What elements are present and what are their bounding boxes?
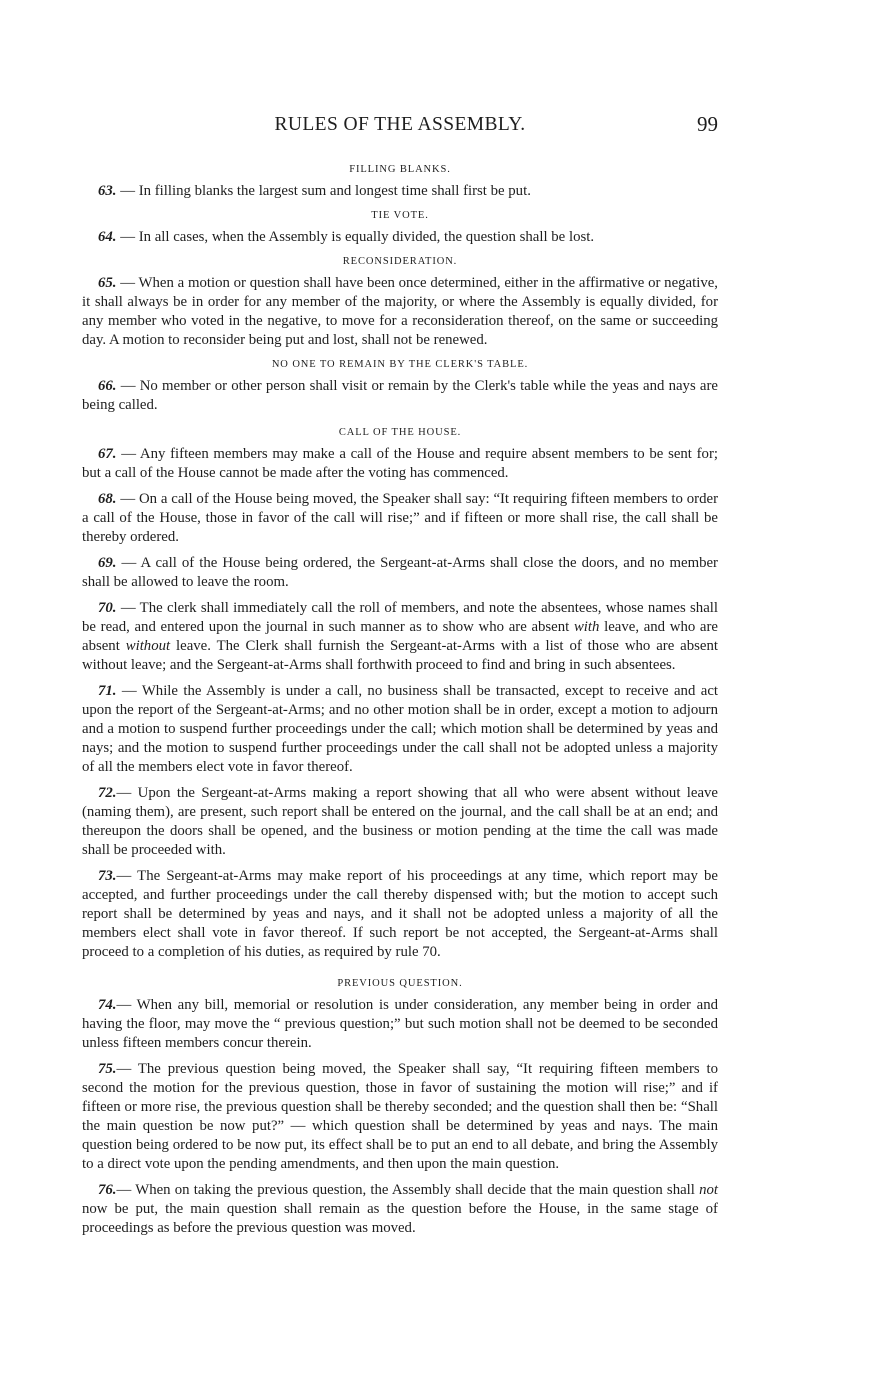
rule-number: 66. bbox=[98, 378, 117, 394]
rule-text: — In all cases, when the Assembly is equally divided, the question shall be lost. bbox=[116, 229, 595, 245]
rule-70 bbox=[82, 599, 718, 675]
rule-number: 76. bbox=[98, 1182, 117, 1198]
page-number: 99 bbox=[697, 112, 718, 136]
rule-text: now be put, the main question shall remain as the question before the House, in the same stage of proceedings as before the previous question was moved. bbox=[82, 1201, 718, 1236]
rule-text: leave. The Clerk shall furnish the Sergeant-at-Arms with a list of those who are absent without leave; and the Sergeant-at-Arms shall forthwith proceed to find and bring in such absentees. bbox=[82, 638, 718, 673]
running-title: RULES OF THE ASSEMBLY. bbox=[274, 114, 526, 135]
rule-text: — On a call of the House being moved, the Speaker shall say: “It requiring fifteen members to order a call of the House, those in favor of the call will rise;” and if fifteen or more shall rise, the call shall be thereby ordered. bbox=[82, 491, 718, 545]
rule-75 bbox=[82, 1060, 718, 1174]
rule-text: leave, and who are absent bbox=[82, 619, 718, 654]
rule-text: — In filling blanks the largest sum and longest time shall first be put. bbox=[116, 183, 531, 199]
rule-text: — The clerk shall immediately call the roll of members, and note the absentees, whose names shall be read, and entered upon the journal in such manner as to show who are absent bbox=[82, 600, 718, 635]
rule-number: 73. bbox=[98, 868, 117, 884]
rule-text: — While the Assembly is under a call, no business shall be transacted, except to receive and act upon the report of the Sergeant-at-Arms; and no other motion shall be in order, except a motion to adjourn and a motion to suspend further proceedings under the call; which motion shall be determined by yeas and nays; and the motion to suspend further proceedings under the call shall not be adopted unless a majority of all the members elect vote in favor thereof. bbox=[82, 683, 718, 775]
rule-number: 68. bbox=[98, 491, 117, 507]
rule-73 bbox=[82, 867, 718, 962]
section-heading-previous-question: PREVIOUS QUESTION. bbox=[337, 978, 463, 989]
section-heading-tie-vote: TIE VOTE. bbox=[371, 210, 429, 221]
rule-number: 72. bbox=[98, 785, 117, 801]
rule-65 bbox=[82, 274, 718, 350]
rule-text: — When a motion or question shall have been once determined, either in the affirmative or negative, it shall always be in order for any member of the majority, or where the Assembly is equally divided, for any member who voted in the negative, to move for a reconsideration thereof, on the same or succeeding day. A motion to reconsider being put and lost, shall not be renewed. bbox=[82, 275, 718, 348]
section-heading-call-of-the-house: CALL OF THE HOUSE. bbox=[338, 427, 462, 438]
rule-68 bbox=[82, 490, 718, 547]
section-heading-reconsideration: RECONSIDERATION. bbox=[342, 256, 458, 267]
document-page bbox=[82, 108, 718, 1245]
rule-number: 71. bbox=[98, 683, 117, 699]
rule-74 bbox=[82, 996, 718, 1053]
rule-number: 67. bbox=[98, 446, 117, 462]
rule-text: — Any fifteen members may make a call of the House and require absent members to be sent for; but a call of the House cannot be made after the voting has commenced. bbox=[82, 446, 718, 481]
section-heading-clerks-table: NO ONE TO REMAIN BY THE CLERK'S TABLE. bbox=[271, 359, 529, 370]
rule-text: — The Sergeant-at-Arms may make report of his proceedings at any time, which report may be accepted, and further proceedings under the call thereby dispensed with; but the motion to accept such report shall be determined by yeas and nays, and it shall not be adopted unless a majority of all the members elect shall vote in favor thereof. If such report be not accepted, the Sergeant-at-Arms shall proceed to a completion of his duties, as required by rule 70. bbox=[82, 868, 718, 960]
rule-number: 65. bbox=[98, 275, 117, 291]
rule-emphasis: with bbox=[573, 619, 600, 635]
running-head bbox=[82, 108, 718, 142]
rule-64 bbox=[82, 228, 718, 247]
rule-number: 63. bbox=[98, 183, 117, 199]
rule-63 bbox=[82, 182, 718, 201]
rule-72 bbox=[82, 784, 718, 860]
rule-71 bbox=[82, 682, 718, 777]
section-heading-filling-blanks: FILLING BLANKS. bbox=[349, 164, 451, 175]
rule-number: 70. bbox=[98, 600, 117, 616]
rule-emphasis: without bbox=[125, 638, 171, 654]
rule-number: 74. bbox=[98, 997, 117, 1013]
rule-text: — When any bill, memorial or resolution is under consideration, any member being in order and having the floor, may move the “ previous question;” but such motion shall not be deemed to be seconded unless fifteen members concur therein. bbox=[82, 997, 718, 1051]
rule-emphasis: not bbox=[699, 1182, 718, 1198]
rule-number: 75. bbox=[98, 1061, 117, 1077]
rule-67 bbox=[82, 445, 718, 483]
rule-69 bbox=[82, 554, 718, 592]
rule-76 bbox=[82, 1181, 718, 1238]
rule-number: 69. bbox=[98, 555, 117, 571]
rule-text: — A call of the House being ordered, the Sergeant-at-Arms shall close the doors, and no member shall be allowed to leave the room. bbox=[82, 555, 718, 590]
rule-text: — When on taking the previous question, the Assembly shall decide that the main question shall bbox=[116, 1182, 700, 1198]
rule-text: — Upon the Sergeant-at-Arms making a report showing that all who were absent without leave (naming them), are present, such report shall be entered on the journal, and the call shall be at an end; and thereupon the doors shall be opened, and the business or motion pending at the time the call was made shall be proceeded with. bbox=[82, 785, 718, 858]
rule-66 bbox=[82, 377, 718, 415]
rule-text: — No member or other person shall visit or remain by the Clerk's table while the yeas and nays are being called. bbox=[82, 378, 718, 413]
rule-number: 64. bbox=[98, 229, 117, 245]
rule-text: — The previous question being moved, the Speaker shall say, “It requiring fifteen members to second the motion for the previous question, those in favor of sustaining the motion will rise;” and if fifteen or more rise, the previous question shall be thereby seconded; and the question shall then be: “Shall the main question be now put?” — which question shall be determined by yeas and nays. The main question being ordered to be now put, its effect shall be to put an end to all debate, and bring the Assembly to a direct vote upon the pending amendments, and then upon the main question. bbox=[82, 1061, 718, 1172]
